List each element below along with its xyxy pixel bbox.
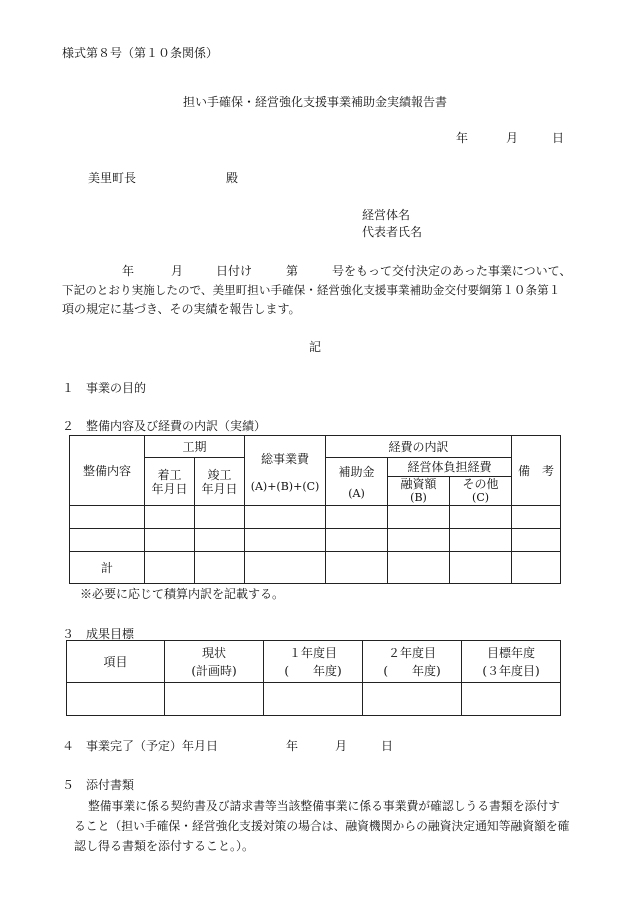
date-month: 月 xyxy=(506,131,519,145)
target-year2-line1: ２年度目 xyxy=(387,645,436,660)
target-year1-header xyxy=(264,641,363,683)
attachment-line3: 認し得る書類を添付すること。）。 xyxy=(74,839,255,853)
body-line3: 項の規定に基づき、その実績を報告します。 xyxy=(62,302,301,316)
date-year: 年 xyxy=(456,131,469,145)
table-row xyxy=(70,529,561,552)
section-5-heading: ５ 添付書類 xyxy=(62,778,135,792)
header-loan xyxy=(388,477,450,506)
header-burden: 経営体負担経費 xyxy=(388,458,512,477)
header-start-line2: 年月日 xyxy=(151,481,188,496)
table-total-row xyxy=(70,552,561,584)
header-end-line1: 竣工 xyxy=(207,467,232,482)
date-day: 日 xyxy=(552,131,565,145)
body-year: 年 xyxy=(122,264,135,278)
body-dated: 日付け xyxy=(216,264,253,278)
ki-marker: 記 xyxy=(309,340,322,354)
header-breakdown: 経費の内訳 xyxy=(326,436,512,458)
header-start xyxy=(145,458,195,506)
body-dai: 第 xyxy=(286,264,299,278)
target-table xyxy=(66,640,561,716)
target-current-line2: (計画時) xyxy=(191,663,237,678)
body-line2: 下記のとおり実施したので、美里町担い手確保・経営強化支援事業補助金交付要綱第１０条第１ xyxy=(62,283,561,297)
header-total xyxy=(245,436,326,506)
target-year2-header xyxy=(363,641,462,683)
section-2-heading: ２ 整備内容及び経費の内訳（実績） xyxy=(62,419,267,433)
header-subsidy-label: 補助金 xyxy=(338,464,375,479)
body-line1-rest: 号をもって交付決定のあった事業について、 xyxy=(332,264,572,278)
header-total-label: 総事業費 xyxy=(261,451,310,466)
header-remarks: 備 考 xyxy=(512,436,561,506)
attachment-line2: ること（担い手確保・経営強化支援対策の場合は、融資機関からの融資決定通知等融資額を確 xyxy=(74,819,570,833)
addressee-name: 美里町長 xyxy=(88,171,137,185)
header-end xyxy=(195,458,245,506)
target-year1-line2: ( 年度) xyxy=(284,663,342,678)
entity-name-label: 経営体名 xyxy=(362,208,411,222)
form-number: 様式第８号（第１０条関係） xyxy=(62,46,219,60)
header-end-line2: 年月日 xyxy=(201,481,238,496)
target-final-line2: (３年度目) xyxy=(482,663,540,678)
header-subsidy-code: (A) xyxy=(348,486,365,500)
target-current-line1: 現状 xyxy=(201,645,226,660)
representative-label: 代表者氏名 xyxy=(362,225,423,239)
document-title: 担い手確保・経営強化支援事業補助金実績報告書 xyxy=(182,95,447,109)
header-period: 工期 xyxy=(145,436,245,458)
header-subsidy xyxy=(326,458,388,506)
target-final-header xyxy=(462,641,561,683)
completion-day: 日 xyxy=(381,739,394,753)
header-loan-label: 融資額 xyxy=(400,477,437,491)
body-month: 月 xyxy=(171,264,184,278)
header-total-formula: (A)+(B)+(C) xyxy=(250,479,320,493)
target-year2-line2: ( 年度) xyxy=(383,663,441,678)
table-row xyxy=(67,683,561,716)
header-other xyxy=(450,477,512,506)
header-other-label: その他 xyxy=(462,477,499,491)
attachment-line1: 整備事業に係る契約書及び請求書等当該整備事業に係る事業費が確認しうる書類を添付す xyxy=(88,799,560,813)
target-year1-line1: １年度目 xyxy=(288,645,337,660)
target-current-header xyxy=(165,641,264,683)
table-row xyxy=(70,506,561,529)
header-content: 整備内容 xyxy=(70,436,145,506)
target-item-header: 項目 xyxy=(67,641,165,683)
section-1-heading: １ 事業の目的 xyxy=(62,381,147,395)
completion-year: 年 xyxy=(286,739,299,753)
table-note: ※必要に応じて積算内訳を記載する。 xyxy=(80,587,285,601)
expense-table xyxy=(69,435,561,584)
total-label: 計 xyxy=(70,552,145,584)
target-final-line1: 目標年度 xyxy=(486,645,535,660)
completion-month: 月 xyxy=(335,739,348,753)
header-start-line1: 着工 xyxy=(157,467,182,482)
header-loan-code: (B) xyxy=(410,491,427,504)
header-other-code: (C) xyxy=(472,491,490,504)
addressee-honorific: 殿 xyxy=(226,171,239,185)
section-4-heading: ４ 事業完了（予定）年月日 xyxy=(62,739,219,753)
section-3-heading: ３ 成果目標 xyxy=(62,627,135,641)
